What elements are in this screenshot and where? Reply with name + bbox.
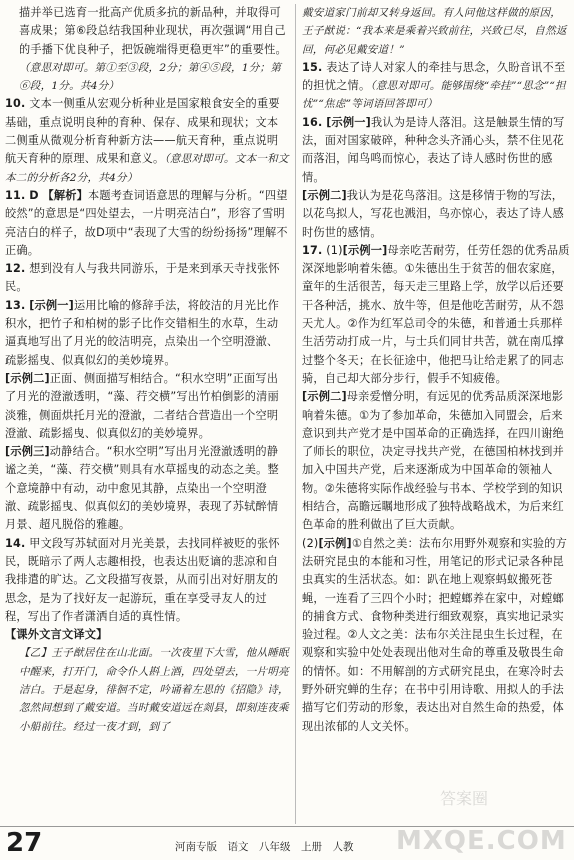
question-16: 16. [示例一]我认为是诗人落泪。这是触景生情的写法，面对国家破碎，种种念头齐涌心头，禁不住见花而落泪，闻鸟鸣而惊心，表达了诗人感时伤世的感情。 [302,115,565,184]
question-12: 12. 想到没有人与我共同游乐，于是来到承天寺找张怀民。 [5,262,280,294]
question-13: 13. [示例一]运用比喻的修辞手法，将皎洁的月光比作积水，把竹子和柏树的影子比作交错相生的水草，生动逼真地写出了月光的皎洁明亮，点染出一个空明澄澈、疏影摇曳、似真似幻的美妙境界。 [5,298,279,367]
question-number: 12. [5,262,26,276]
example-label: [示例一] [326,115,371,129]
column-divider [295,4,296,824]
translation-text: 【乙】王子猷居住在山北面。一次夜里下大雪，他从睡眠中醒来，打开门，命令仆人斟上酒，四处望去，一片明亮洁白。于是起身，徘徊不定，吟诵着左思的《招隐》诗，忽然间想到了戴安道。当时戴安道远在剡县，即刻连夜乘小船前往。经过一夜才到，到了 [19,647,289,733]
question-11: 11. D 【解析】本题考查词语意思的理解与分析。“四望皎然”的意思是“四处望去，一片明亮洁白”，形容了雪明亮洁白的样子，故D项中“表现了大雪的纷纷扬扬”理解不正确。 [5,188,288,257]
question-number: 17. [302,243,323,257]
score-note: （意思对即可。能够围绕“牵挂”“思念”“担忧”“焦虑”等词语回答即可） [302,80,566,111]
analysis-label: 【解析】 [42,188,89,202]
question-number: 16. [302,115,323,129]
left-column [5,4,289,736]
right-column [302,4,570,736]
translation-heading: 【课外文言文译文】 [5,628,108,642]
example-label: [示例二] [5,371,50,385]
watermark-subtext: 答案圈 [440,789,489,808]
question-number: 10. [5,97,26,111]
example-label: [示例] [318,536,352,550]
question-number: 14. [5,536,26,550]
question-17-part-2: (2)[示例]①自然之美：法布尔用野外观察和实验的方法研究昆虫的本能和习性，用笔记的形式记录各种昆虫真实的生活状态。如：趴在地上观察蚂蚁搬死苍蝇，一连看了三四个小时；把螳螂养在家中，对螳螂的捕食方式、食物种类进行细致观察，真实地记录实验过程。②人文之美：法布尔关注昆虫生长过程，在观察和实验中处处表现出他对生命的尊重及敬畏生命的情怀。如：不用解剖的方式研究昆虫，在寒冷时去野外研究蝉的生存；在书中引用诗歌、用拟人的手法描写它们劳动的形象，表达出对自然生命的热爱，体现出浓郁的人文关怀。 [302,536,568,733]
answer-choice: D [29,188,39,202]
book-info: 河南专版 语文 八年级 上册 人教 [175,841,354,853]
intro-note: （意思对即可。第①至③段，2分；第④⑤段，1分；第⑥段，1分。共4分） [19,61,282,93]
intro-paragraph: 描并举已选育一批高产优质多抗的新品种，并取得可喜成果；第⑥段总结我国种业现状，再次强调“用自己的手播下优良种子，把饭碗端得更稳更牢”的重要性。（意思对即可。第①至③段，2分；第④⑤段，1分；第⑥段，1分。共4分） [19,6,287,93]
watermark-logo: MXQE.COM [396,826,567,856]
question-13-example-3: [示例三]动静结合。“积水空明”写出月光澄澈透明的静谧之美，“藻、荇交横”则具有水草摇曳的动态之美。整个意境静中有动，动中愈见其静，点染出一个空明澄澈、疏影摇曳、似真似幻的美妙境界，表现了苏轼醉情月景、超凡脱俗的雅趣。 [5,445,279,532]
question-number: 11. [5,188,26,202]
example-label: [示例一] [29,298,74,312]
example-label: [示例二] [302,390,347,404]
translation-continued: 戴安道家门前却又转身返回。有人问他这样做的原因，王子猷说：“我本来是乘着兴致前往，兴致已尽，自然返回，何必见戴安道！” [302,7,567,56]
example-label: [示例三] [5,445,50,459]
question-15: 15. 表达了诗人对家人的牵挂与思念，久盼音讯不至的担忧之情。（意思对即可。能够围绕“牵挂”“思念”“担忧”“焦虑”等词语回答即可） [302,60,566,111]
score-note: （意思对即可。文本一和文本二的分析各2分，共4分） [5,153,289,184]
sub-part-label: (1) [326,243,343,257]
example-label: [示例一] [342,243,388,257]
question-16-example-2: [示例二]我认为是花鸟落泪。这是移情于物的写法，以花鸟拟人，写花也溅泪，鸟亦惊心，表达了诗人感时伤世的感情。 [302,188,564,239]
question-13-example-2: [示例二]正面、侧面描写相结合。“积水空明”正面写出了月光的澄澈透明，“藻、荇交横”写出竹柏倒影的清丽淡雅，侧面烘托月光的澄澈，二者结合营造出一个空明澄澈、疏影摇曳、似真似幻的美妙境界。 [5,371,279,440]
page-number: 27 [6,828,43,858]
question-number: 13. [5,298,26,312]
question-10: 10. 文本一侧重从宏观分析种业是国家粮食安全的重要基础，重点说明良种的育种、保存、成果和现状；文本二侧重从微观分析育种新方法——航天育种，重点说明航天育种的原理、成果和意义。（意思对即可。文本一和文本二的分析各2分，共4分） [5,97,289,184]
sub-part-label: (2) [302,536,319,550]
question-17: 17. (1)[示例一]母亲吃苦耐劳，任劳任怨的优秀品质深深地影响着朱德。①朱德出生于贫苦的佃农家庭，童年的生活很苦，每天走三里路上学，放学以后还要干各种活，挑水、放牛等，但是他吃苦耐劳，从不怨天尤人。②作为红军总司令的朱德，和普通士兵那样生活劳动打成一片，与士兵们同甘共苦，就在南瓜撑过整个冬天；在长征途中，他把马让给走累了的同志骑，自己却大部分步行，假手不知疲倦。 [302,243,570,385]
question-number: 15. [302,60,323,74]
question-17-example-2: [示例二]母亲爱憎分明，有远见的优秀品质深深地影响着朱德。①为了参加革命，朱德加入同盟会，后来意识到共产党才是中国革命的正确选择，在四川谢绝了师长的职位，决定寻找共产党，在德国柏林找到并加入中国共产党，后来逐渐成为中国革命的领袖人物。②朱德将实际作战经验与书本、学校学到的知识相结合，高瞻远瞩地形成了独特战略战术，为后来红色革命的胜利做出了巨大贡献。 [302,390,564,532]
example-label: [示例二] [302,188,347,202]
question-14: 14. 甲文段写苏轼面对月光美景，去找同样被贬的张怀民，既暗示了两人志趣相投，也表达出贬谪的悲凉和自我排遣的旷达。乙文段描写夜景，从而引出对好朋友的思念，是为了找好友一起游玩，重在享受寻友人的过程，写出了作者潇洒自适的真性情。 [5,536,280,623]
